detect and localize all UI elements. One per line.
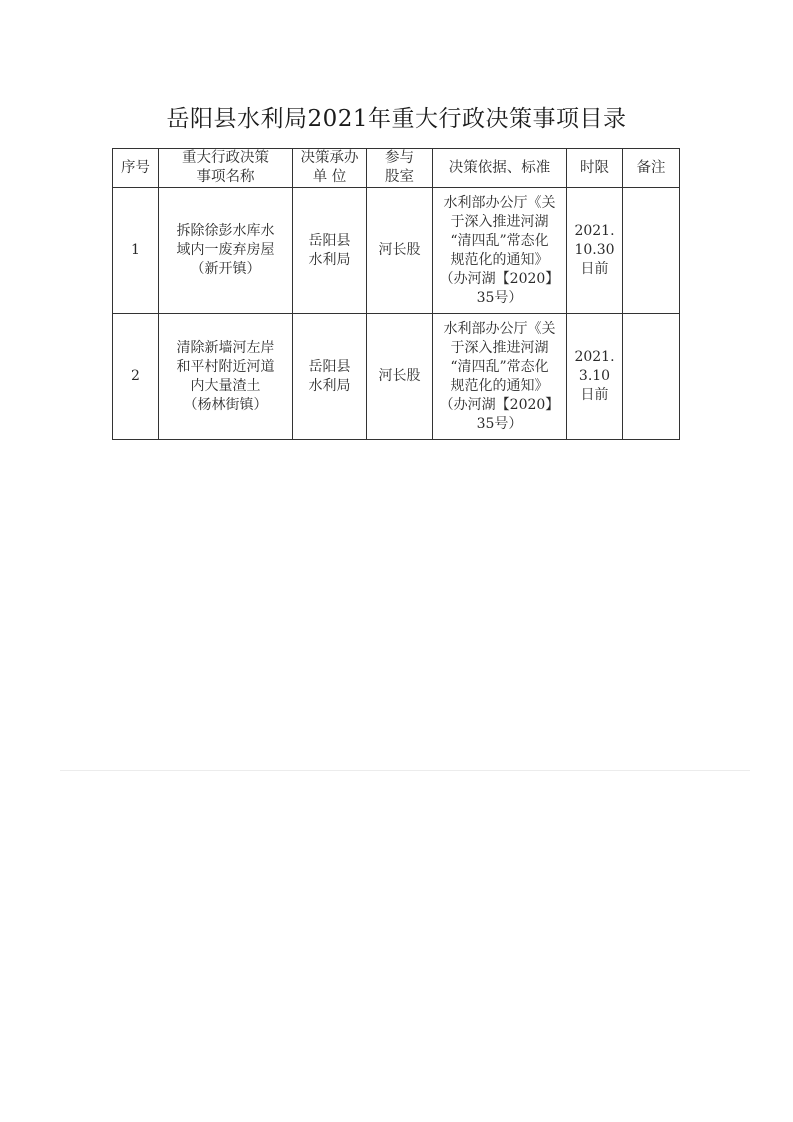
cell-time-limit: 2021. 3.10 日前: [567, 314, 623, 440]
header-participating-office: 参与 股室: [367, 149, 433, 188]
cell-time-limit: 2021. 10.30 日前: [567, 188, 623, 314]
cell-decision-basis: 水利部办公厅《关 于深入推进河湖 “清四乱”常态化 规范化的通知》 （办河湖【2020】 35号）: [433, 314, 567, 440]
cell-participating-office: 河长股: [367, 314, 433, 440]
cell-remarks: [623, 314, 680, 440]
decision-catalog-table: [112, 148, 680, 440]
header-decision-basis: 决策依据、标准: [433, 149, 567, 188]
cell-serial-no: 1: [113, 188, 159, 314]
header-remarks: 备注: [623, 149, 680, 188]
cell-participating-office: 河长股: [367, 188, 433, 314]
scan-artifact-line: [60, 770, 750, 771]
cell-undertaking-unit: 岳阳县 水利局: [293, 314, 367, 440]
table-row: [113, 188, 680, 314]
header-row: [113, 149, 680, 188]
cell-remarks: [623, 188, 680, 314]
cell-decision-item: 拆除徐彭水库水 域内一废弃房屋 （新开镇）: [159, 188, 293, 314]
page-title: 岳阳县水利局2021年重大行政决策事项目录: [166, 106, 627, 132]
cell-serial-no: 2: [113, 314, 159, 440]
cell-undertaking-unit: 岳阳县 水利局: [293, 188, 367, 314]
header-decision-item: 重大行政决策 事项名称: [159, 149, 293, 188]
table-row: [113, 314, 680, 440]
cell-decision-basis: 水利部办公厅《关 于深入推进河湖 “清四乱”常态化 规范化的通知》 （办河湖【2020】 35号）: [433, 188, 567, 314]
header-undertaking-unit: 决策承办 单 位: [293, 149, 367, 188]
header-serial-no: 序号: [113, 149, 159, 188]
cell-decision-item: 清除新墙河左岸 和平村附近河道 内大量渣土 （杨林街镇）: [159, 314, 293, 440]
header-time-limit: 时限: [567, 149, 623, 188]
